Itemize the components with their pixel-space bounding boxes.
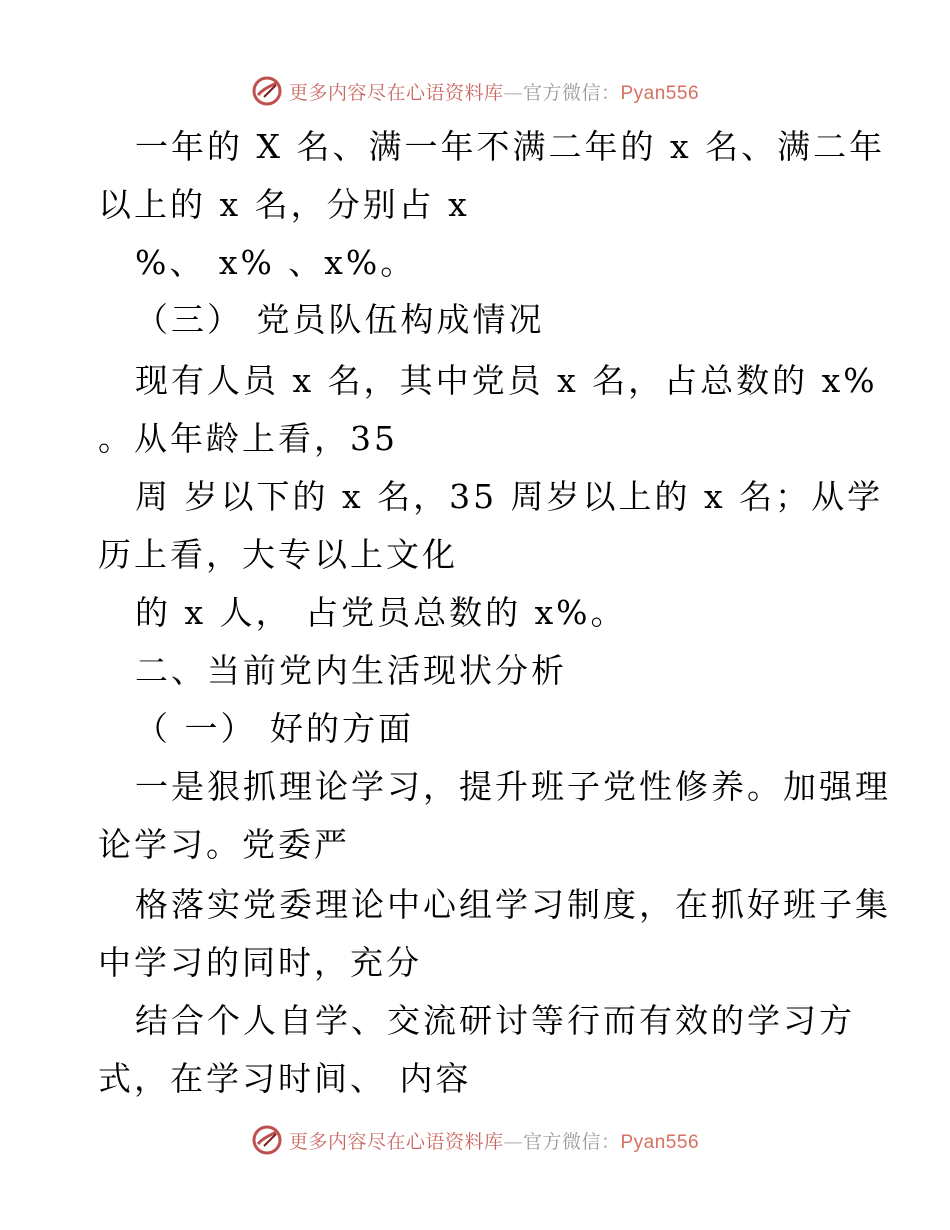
watermark-official: 官方微信： (522, 81, 621, 104)
watermark-prefix: 更多内容尽在心语资料库 (288, 1130, 504, 1153)
text-line: 历上看，大专以上文化 (98, 535, 458, 574)
watermark-dash: — (503, 81, 523, 104)
section-heading: （三） 党员队伍构成情况 (135, 300, 545, 339)
text-line: 以上的 x 名，分别占 x (98, 185, 470, 224)
text-line: 结合个人自学、交流研讨等行而有效的学习方 (135, 1001, 855, 1040)
watermark-prefix: 更多内容尽在心语资料库 (288, 81, 504, 104)
text-line: 论学习。党委严 (98, 825, 350, 864)
brand-logo-icon (251, 1124, 283, 1156)
text-line: 中学习的同时，充分 (98, 943, 422, 982)
brand-logo-icon (251, 75, 283, 107)
text-line: 一是狠抓理论学习，提升班子党性修养。加强理 (135, 767, 891, 806)
watermark-text (289, 1127, 699, 1154)
text-line: %、 x% 、x%。 (135, 243, 417, 282)
text-line: 。从年龄上看，35 (98, 419, 398, 458)
watermark-wechat-id: Pyan556 (620, 1131, 700, 1153)
section-heading: （ 一） 好的方面 (135, 709, 414, 748)
text-line: 的 x 人， 占党员总数的 x%。 (135, 593, 627, 632)
text-line: 现有人员 x 名，其中党员 x 名，占总数的 x% (135, 361, 878, 400)
section-heading: 二、当前党内生活现状分析 (135, 651, 567, 690)
text-line: 一年的 X 名、满一年不满二年的 x 名、满二年 (135, 127, 886, 166)
watermark-dash: — (503, 1130, 523, 1153)
watermark-wechat-id: Pyan556 (620, 82, 700, 104)
text-line: 格落实党委理论中心组学习制度，在抓好班子集 (135, 885, 891, 924)
watermark-text (289, 78, 699, 105)
text-line: 周 岁以下的 x 名，35 周岁以上的 x 名；从学 (135, 477, 884, 516)
footer-watermark (0, 1120, 950, 1160)
watermark-official: 官方微信： (522, 1130, 621, 1153)
text-line: 式，在学习时间、 内容 (98, 1059, 472, 1098)
header-watermark (0, 71, 950, 111)
